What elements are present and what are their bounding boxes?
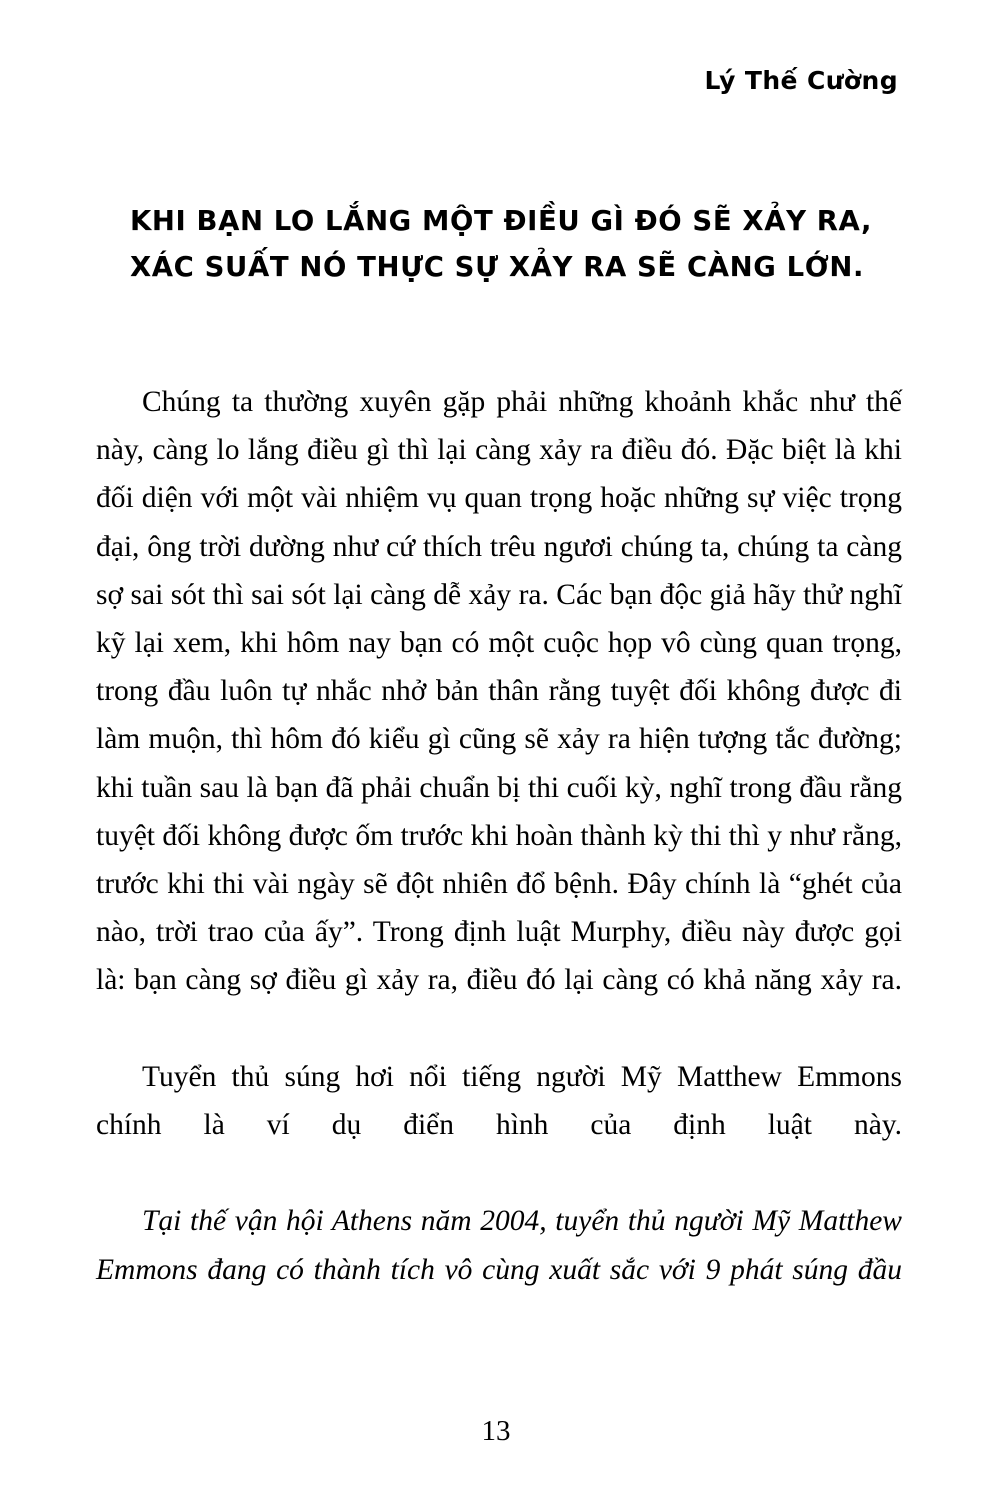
chapter-title-line-2: XÁC SUẤT NÓ THỰC SỰ XẢY RA SẼ CÀNG LỚN.: [130, 251, 865, 283]
paragraph: Tuyển thủ súng hơi nổi tiếng người Mỹ Matthew Emmons chính là ví dụ điển hình của định luật này.: [96, 1060, 902, 1142]
page-number: 13: [481, 1415, 511, 1447]
chapter-title: [130, 198, 890, 290]
running-head-author: Lý Thế Cường: [704, 66, 898, 95]
paragraph: Tại thế vận hội Athens năm 2004, tuyển thủ người Mỹ Matthew Emmons đang có thành tích vô cùng xuất sắc với 9 phát súng đầu: [96, 1205, 902, 1286]
body-text: [96, 378, 902, 1342]
paragraph: Chúng ta thường xuyên gặp phải những khoảnh khắc như thế này, càng lo lắng điều gì thì lại càng xảy ra điều đó. Đặc biệt là khi đối diện với một vài nhiệm vụ quan trọng hoặc những sự việc trọng đại, ông trời dường như cứ thích trêu ngươi chúng ta, chúng ta càng sợ sai sót thì sai sót lại càng dễ xảy ra. Các bạn độc giả hãy thử nghĩ kỹ lại xem, khi hôm nay bạn có một cuộc họp vô cùng quan trọng, trong đầu luôn tự nhắc nhở bản thân rằng tuyệt đối không được đi làm muộn, thì hôm đó kiểu gì cũng sẽ xảy ra hiện tượng tắc đường; khi tuần sau là bạn đã phải chuẩn bị thi cuối kỳ, nghĩ trong đầu rằng tuyệt đối không được ốm trước khi hoàn thành kỳ thi thì y như rằng, trước khi thi vài ngày sẽ đột nhiên đổ bệnh. Đây chính là “ghét của nào, trời trao của ấy”. Trong định luật Murphy, điều này được gọi là: bạn càng sợ điều gì xảy ra, điều đó lại càng có khả năng xảy ra.: [96, 386, 902, 997]
chapter-title-line-1: KHI BẠN LO LẮNG MỘT ĐIỀU GÌ ĐÓ SẼ XẢY RA,: [130, 205, 872, 237]
